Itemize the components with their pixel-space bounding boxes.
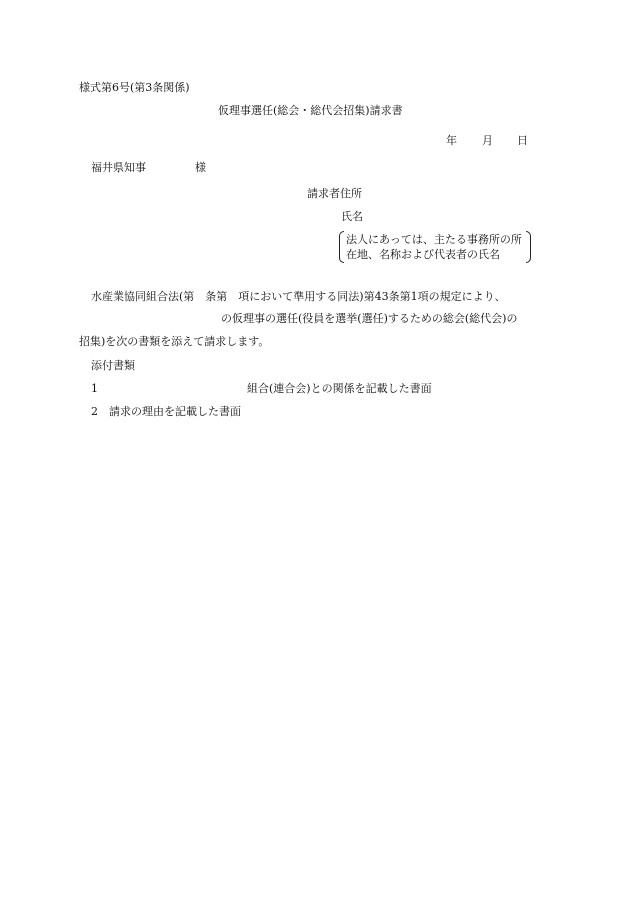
left-bracket <box>339 231 344 263</box>
body-line2: の仮理事の選任(役員を選挙(選任)するための総会(総代会)の <box>221 312 518 325</box>
body-line1: 水産業協同組合法(第 条第 項において準用する同法)第43条第1項の規定により、 <box>91 290 506 303</box>
document-title: 仮理事選任(総会・総代会招集)請求書 <box>218 104 403 117</box>
attachments-heading: 添付書類 <box>91 359 135 372</box>
attachment-text: 請求の理由を記載した書面 <box>109 405 241 418</box>
attachment-text: 組合(連合会)との関係を記載した書面 <box>247 382 432 395</box>
form-number: 様式第6号(第3条関係) <box>79 81 190 94</box>
body-line3: 招集)を次の書類を添えて請求します。 <box>79 335 270 348</box>
attachment-number: 2 <box>91 405 98 418</box>
date-year: 年 <box>446 134 457 147</box>
requester-name-label: 氏名 <box>341 210 363 223</box>
date-month: 月 <box>482 134 493 147</box>
addressee-honorific: 様 <box>195 161 206 174</box>
date-day: 日 <box>517 134 528 147</box>
corporate-note-line2: 在地、名称および代表者の氏名 <box>346 248 500 261</box>
corporate-note-line1: 法人にあっては、主たる事務所の所 <box>346 233 522 246</box>
corporate-note <box>339 231 531 265</box>
requester-address-label: 請求者住所 <box>307 187 362 200</box>
right-bracket <box>526 231 531 263</box>
addressee-name: 福井県知事 <box>91 161 146 174</box>
attachment-number: 1 <box>91 382 98 395</box>
